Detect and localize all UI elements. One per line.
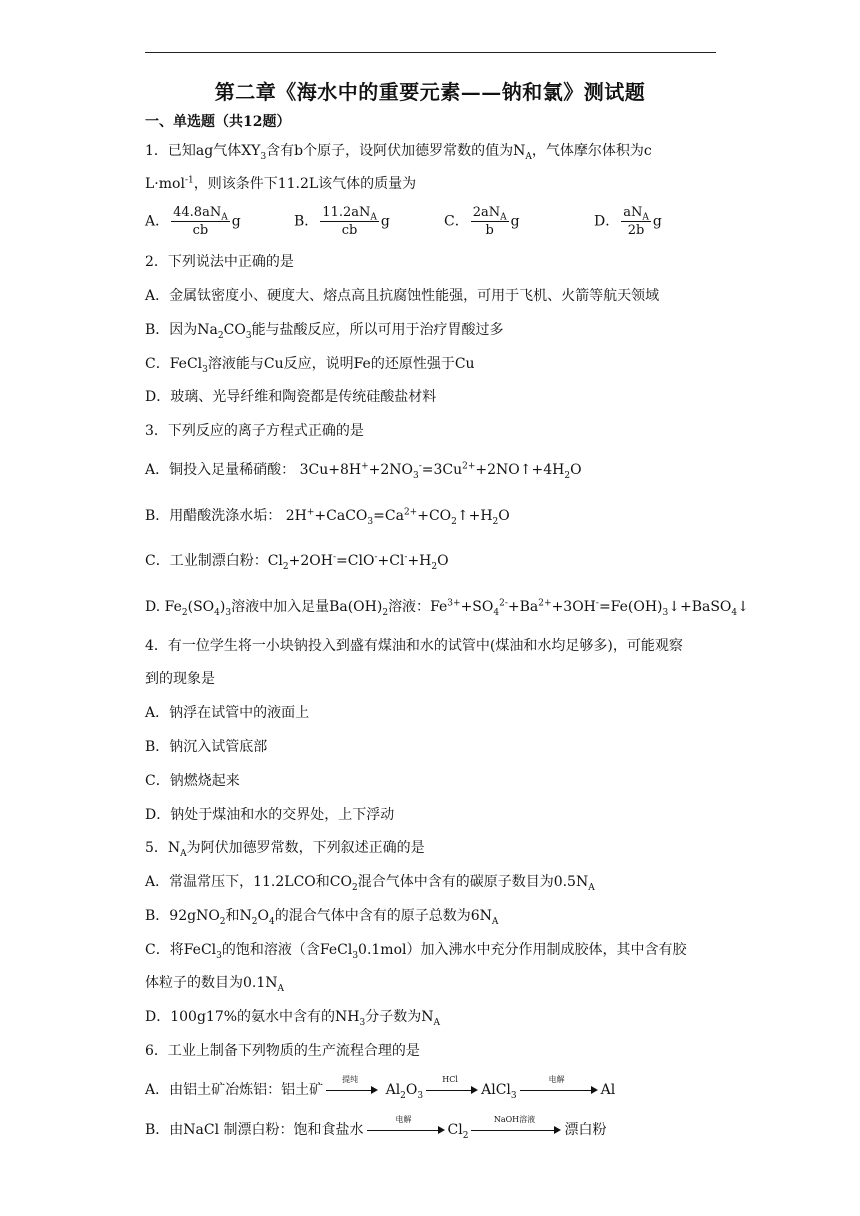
q4-option-c: C．钠燃烧起来 [145,773,240,789]
page-title: 第二章《海水中的重要元素——钠和氯》测试题 [214,80,646,104]
reaction-arrow: 电解 [367,1125,445,1135]
reaction-arrow: HCl [426,1085,478,1095]
q3-option-d: D. $Fe_2(SO_4)_3$溶液中加入足量$Ba(OH)_2$溶液：$Fe^{3+}+SO_4^{2-}+Ba^{2+}+3OH^-=Fe(OH)_3↓+BaSO_4↓$ [145,598,749,618]
q3-option-b: B．用醋酸洗涤水垢： $2H^++CaCO_3=Ca^{2+}+CO_2↑+H_2O$ [145,507,510,527]
q4-option-a: A．钠浮在试管中的液面上 [145,705,310,721]
q2-option-a: A．金属钛密度小、硬度大、熔点高且抗腐蚀性能强，可用于飞机、火箭等航天领域 [145,288,660,304]
q5-option-c-cont: 体粒子的数目为$0.1N_A$ [145,975,285,994]
q4-stem-cont: 到的现象是 [145,671,215,687]
q1-option-d: D． $\frac{aN_A}{2b}$ g [594,205,662,238]
reaction-arrow: 电解 [520,1085,598,1095]
section-heading: 一、单选题（共12题） [145,114,291,130]
q5-option-c: C．将FeCl$_3$的饱和溶液（含FeCl$_3$0.1mol）加入沸水中充分作用制成胶体，其中含有胶 [145,942,687,961]
q1-option-a: A． $\frac{44.8aN_A}{cb}$ g [145,205,241,238]
q1-stem-cont: L·mol$^{-1}$，则该条件下11.2L该气体的质量为 [145,175,417,192]
q2-stem: 2．下列说法中正确的是 [145,254,294,270]
q3-option-c: C．工业制漂白粉：$Cl_2+2OH^-=ClO^-+Cl^-+H_2O$ [145,552,449,572]
q6-stem: 6．工业上制备下列物质的生产流程合理的是 [145,1043,420,1059]
q6-option-a: A．由铝土矿冶炼铝：铝土矿 提纯 $Al_2O_3$ HCl AlCl$_3$ 电解 Al [145,1075,616,1101]
q6-option-b: B．由NaCl 制漂白粉：饱和食盐水 电解 $Cl_2$ NaOH溶液 漂白粉 [145,1115,607,1141]
q2-option-c: C．FeCl$_3$溶液能与Cu反应，说明Fe的还原性强于Cu [145,356,475,375]
q5-option-b: B．92gNO$_2$和$N_2O_4$的混合气体中含有的原子总数为$6N_A$ [145,908,499,927]
q3-option-a: A．铜投入足量稀硝酸： $3Cu+8H^++2NO_3^-=3Cu^{2+}+2NO↑+4H_2O$ [145,461,582,481]
q2-option-b: B．因为$Na_2CO_3$能与盐酸反应，所以可用于治疗胃酸过多 [145,322,504,341]
q1-stem: 1．已知ag气体$XY_3$含有b个原子，设阿伏加德罗常数的值为$N_A$，气体摩尔体积为c [145,143,652,162]
q4-option-d: D．钠处于煤油和水的交界处，上下浮动 [145,807,395,823]
q4-stem: 4．有一位学生将一小块钠投入到盛有煤油和水的试管中(煤油和水均足够多)，可能观察 [145,638,683,654]
q1-option-b: B． $\frac{11.2aN_A}{cb}$ g [294,205,390,238]
q5-option-d: D．100g17%的氨水中含有的$NH_3$分子数为$N_A$ [145,1009,440,1028]
reaction-arrow: 提纯 [326,1085,378,1095]
q4-option-b: B．钠沉入试管底部 [145,739,268,755]
q2-option-d: D．玻璃、光导纤维和陶瓷都是传统硅酸盐材料 [145,389,437,405]
header-rule [145,52,716,53]
q1-option-c: C． $\frac{2aN_A}{b}$ g [444,205,520,238]
q5-stem: 5．$N_A$为阿伏加德罗常数，下列叙述正确的是 [145,840,425,859]
q5-option-a: A．常温常压下，11.2LCO和$CO_2$混合气体中含有的碳原子数目为$0.5N_A$ [145,874,595,893]
reaction-arrow: NaOH溶液 [471,1125,561,1135]
q3-stem: 3．下列反应的离子方程式正确的是 [145,423,364,439]
